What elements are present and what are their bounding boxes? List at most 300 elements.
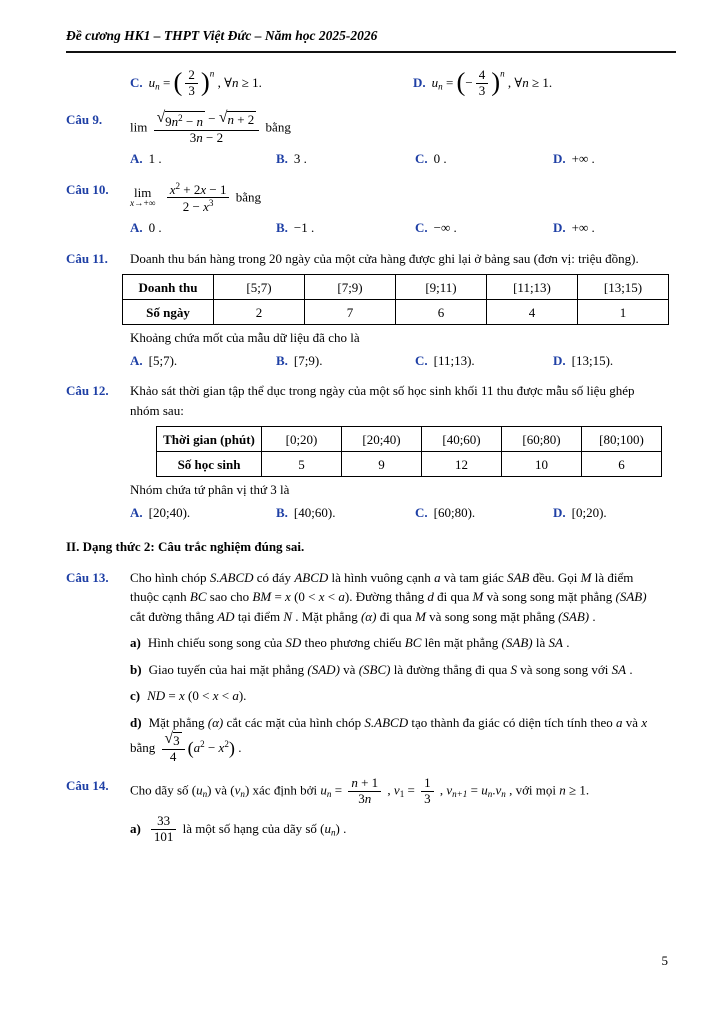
text-run: theo phương chiếu [301,635,405,651]
option-c-value [148,66,262,99]
text-run: ( [191,782,197,798]
text-run: x [212,688,219,704]
option-a-label: A. [130,151,143,167]
option-d-value: [0;20). [571,504,607,520]
text-run: có đáy [253,569,295,585]
item-b-label: b) [130,661,142,677]
question-9 [66,110,662,168]
question-11-label: Câu 11. [66,250,108,266]
text-run: + 1 [357,775,379,791]
text-run: − 2 [202,130,224,146]
option-b-label: B. [276,220,288,236]
question-12-options [130,503,662,523]
text-run: n [501,789,506,800]
option-d [553,218,662,238]
data-cell: 12 [422,452,502,477]
text-run: ABCD [294,569,329,585]
denominator [167,198,230,215]
numerator [476,68,489,84]
option-c [415,351,553,371]
option-a-value: 1 . [148,151,162,167]
data-cell: [20;40) [342,427,422,452]
option-c [415,218,553,238]
data-cell: 10 [502,452,582,477]
q13-item-c [130,686,662,706]
text-run: − 1 [206,181,227,197]
question-10-label: Câu 10. [66,181,109,197]
radical [165,732,182,749]
text-run: x [200,181,207,197]
option-a-value: [20;40). [148,504,191,520]
item-a-text [148,813,347,845]
text-run: 2 [175,180,181,191]
data-cell: 6 [582,452,662,477]
text-run: 4 [169,749,177,765]
text-run: Hình chiếu song song của [147,635,286,651]
option-d [413,67,662,99]
data-cell: [9;11) [396,275,487,300]
text-run: ) [207,782,212,798]
text-run: 101 [153,829,174,845]
item-b-text [149,662,633,677]
text-run: x [285,589,291,605]
text-run: là đường thẳng đi qua [390,661,511,677]
text-run: ) [491,66,501,97]
text-run: . [339,820,347,836]
text-run: n [155,81,160,92]
item-a-label: a) [130,820,141,836]
table-row [157,452,662,477]
text-run: n [202,789,208,800]
text-run: , ∀ [504,74,523,90]
q14-item-a [130,814,662,845]
label-spacer [66,64,130,99]
question-11-options [130,351,662,371]
text-run: 2 [200,738,205,749]
text-run: (0 < [184,688,213,704]
text-run: và [622,714,642,730]
question-12-question: Nhóm chứa tứ phân vị thứ 3 là [130,482,290,498]
text-run: BM [252,589,272,605]
data-cell: 9 [342,452,422,477]
text-run: 4 [478,67,486,83]
text-run: n [500,68,505,79]
data-cell: [40;60) [422,427,502,452]
text-run: và song song mặt phẳng [425,608,559,624]
text-run: d [427,589,434,605]
option-d-label: D. [413,74,426,90]
text-run: 9 [165,114,172,130]
limit-operator [130,186,155,209]
option-c-value: −∞ . [433,220,457,236]
data-cell: 6 [396,300,487,325]
text-run: n [240,789,245,800]
option-b-value: 3 . [293,151,307,167]
text-run: = [467,782,482,798]
text-run: 3 [189,130,197,146]
text-run: lên mặt phẳng [421,635,502,651]
text-run: ). Đường thẳng [344,589,428,605]
text-run: Mặt phẳng [148,714,208,730]
question-10-formula [130,181,662,216]
q13-item-d [130,713,662,765]
page-number: 5 [661,952,668,968]
text-run: ( [230,782,235,798]
option-b [276,218,415,238]
text-run: 2 [224,738,229,749]
text-run: SD [285,635,302,651]
q11-frequency-table [122,274,669,325]
option-a [130,351,276,371]
text-run: (α) [207,714,224,730]
question-9-options [130,149,662,169]
text-run: . [626,661,633,677]
text-run: n [559,782,566,798]
item-d-text [130,714,648,765]
numerator [185,68,198,84]
text-run: a [338,589,345,605]
text-run: bằng [130,739,159,755]
text-run: = [442,74,457,90]
item-d-label: d) [130,714,142,730]
option-d-value: +∞ . [571,220,595,236]
text-run: n [351,775,358,791]
data-cell: 1 [578,300,669,325]
radical-sign-icon: √ [164,730,174,748]
text-run: n [487,789,493,800]
option-b [276,503,415,523]
text-run: 2 [188,67,195,83]
text-run: ( [320,820,325,836]
text-run: 3 [358,791,365,807]
text-run: x [169,181,176,197]
option-c-value: 0 . [433,151,447,167]
question-9-label: Câu 9. [66,112,103,128]
q13-item-a [130,633,662,653]
text-run: n [438,81,443,92]
option-b [276,351,415,371]
options-row [130,67,662,99]
option-d-label: D. [553,151,566,167]
option-b-value: [7;9). [293,352,323,368]
text-run: 1 [424,775,431,791]
text-run: ). [238,688,247,704]
text-run: (0 < [290,589,319,605]
fraction [162,732,185,765]
fraction [151,814,177,845]
item-c-label: c) [130,688,141,704]
text-run: + 2 [233,112,255,128]
text-run: n [171,114,179,130]
denominator [162,750,185,765]
text-run: , ∀ [214,74,232,90]
text-run: + 2 [180,181,201,197]
option-b-label: B. [276,504,288,520]
option-c [415,503,553,523]
text-run: ( [456,66,466,97]
text-run: ≥ 1. [238,74,262,90]
item-a-label: a) [130,635,141,651]
option-a-value: [5;7). [148,352,178,368]
text-run: và [339,661,359,677]
option-d-value: [13;15). [571,352,614,368]
text-run: = [159,74,174,90]
text-run: u [320,782,327,798]
text-run: x [641,714,648,730]
text-run: ) [335,820,340,836]
option-b-label: B. [276,352,288,368]
denominator [348,792,381,807]
text-run: n [227,112,234,128]
option-b [276,149,415,169]
text-run: N [283,608,292,624]
option-d-label: D. [553,352,566,368]
text-run: (SBC) [358,661,391,677]
text-run: − [465,74,473,90]
text-run: Cho dãy số [130,782,192,798]
text-run: M [472,589,484,605]
option-c [415,149,553,169]
denominator [154,131,260,146]
option-d [553,351,662,371]
text-run: = [165,688,180,704]
fraction [476,68,489,99]
option-b-value: −1 . [293,220,315,236]
text-run: ( [187,738,194,758]
text-run: ) [244,782,250,798]
question-11-question: Khoảng chứa mốt của mẫu dữ liệu đã cho là [130,330,360,346]
question-13 [66,568,662,765]
text-run: SA [611,661,627,677]
text-run: S [510,661,518,677]
text-run: n [231,74,239,90]
data-cell: 2 [214,300,305,325]
text-run: n [331,827,336,838]
text-run: bằng [262,119,291,135]
q12-frequency-table [156,426,662,477]
data-cell: 4 [487,300,578,325]
text-run: (SAB) [615,589,647,605]
fraction [185,68,198,99]
text-run: và tam giác [440,569,507,585]
text-run: BC [404,635,422,651]
text-run: . Mặt phẳng [291,608,361,624]
radicand [227,111,256,128]
numerator [421,776,434,792]
text-run: M [580,569,592,585]
denominator [476,84,489,99]
text-run: 3 [173,733,180,749]
text-run: x [203,199,209,215]
data-cell: [60;80) [502,427,582,452]
text-run: và [211,782,231,798]
question-13-label: Câu 13. [66,569,109,585]
text-run: ) [228,738,235,758]
question-14-body [130,776,662,807]
text-run: 3 [208,198,214,209]
text-run: Cho hình chóp [130,569,210,585]
text-run: xác định bởi [249,782,321,798]
text-run: (SAD) [307,661,340,677]
text-run: . [234,739,242,755]
option-a-value: 0 . [148,220,162,236]
question-12-intro: Khảo sát thời gian tập thể dục trong ngày của một số học sinh khối 11 thu được mẫu số liệu ghép nhóm sau: [130,383,635,418]
q13-item-b [130,660,662,680]
option-d-value [431,66,553,99]
question-13-body [130,568,662,627]
text-run: Giao tuyến của hai mặt phẳng [148,661,308,677]
data-cell: 5 [262,452,342,477]
option-a [130,149,276,169]
option-c-value: [11;13). [433,352,475,368]
text-run: − [205,111,219,127]
text-run: n [326,789,332,800]
text-run: sao cho [206,589,253,605]
limit-subscript [130,200,155,210]
text-run: là hình vuông cạnh [328,569,435,585]
text-run: ( [173,66,183,97]
text-run: (SAB) [558,608,590,624]
numerator [162,732,185,750]
denominator [185,84,198,99]
text-run: SAB [506,569,530,585]
denominator [421,792,434,807]
text-run: v [234,782,241,798]
text-run: − [182,114,197,130]
text-run: bằng [232,188,262,204]
text-run: 1 [399,789,405,800]
text-run: v [446,782,453,798]
option-d-label: D. [553,220,566,236]
text-run: đều. Gọi [529,569,581,585]
question-11-intro: Doanh thu bán hàng trong 20 ngày của một cửa hàng được ghi lại ở bảng sau (đơn vị: triệu đồng). [130,250,639,266]
text-run [160,189,163,204]
option-a-label: A. [130,504,143,520]
row-header-cell: Số ngày [123,300,214,325]
text-run: 2 [178,113,183,124]
question-10-options [130,218,662,238]
option-d-label: D. [553,504,566,520]
text-run: đi qua [433,589,473,605]
text-run: u [431,74,439,90]
data-cell: [5;7) [214,275,305,300]
text-run: n+1 [452,789,468,800]
row-header-cell: Thời gian (phút) [157,427,262,452]
row-header-cell: Doanh thu [123,275,214,300]
text-run: x [218,739,225,755]
option-a [130,218,276,238]
text-run: (α) [360,608,377,624]
text-run: n [196,130,203,146]
text-run: M [415,608,426,624]
text-run: n [522,74,529,90]
radical-sign-icon: √ [156,109,166,127]
text-run: ≥ 1. [565,782,590,798]
text-run: 2 − [182,199,204,215]
radicand [173,732,182,749]
text-run: , với mọi [505,782,560,798]
text-run: và song song với [517,661,612,677]
page-header [66,26,676,53]
question-10 [66,180,662,238]
text-run: . [589,608,596,624]
text-run: ≥ 1. [528,74,553,90]
header-title: Đề cương HK1 – THPT Việt Đức – Năm học 2025-2026 [66,28,378,43]
text-run: a [616,714,623,730]
text-run: BC [189,589,207,605]
text-run: a [232,688,239,704]
data-cell: 7 [305,300,396,325]
option-b-value: [40;60). [293,504,336,520]
question-11 [66,249,662,371]
radical-sign-icon: √ [218,109,228,127]
numerator [348,776,381,792]
fraction [421,776,434,807]
fraction [348,776,381,807]
radical [157,111,205,130]
fraction [154,111,260,146]
text-run: − [204,739,219,755]
text-run: = [331,782,346,798]
text-run: 3 [424,791,431,807]
text-run: 3 [478,83,486,99]
question-8-options-cd [66,64,662,99]
option-d-value: +∞ . [571,151,595,167]
text-run: cắt đường thẳng [130,608,218,624]
text-run: v [393,782,400,798]
option-d [553,149,662,169]
text-run: là điểm thuộc cạnh [130,569,634,605]
table-row [123,300,669,325]
denominator [151,830,177,845]
fraction [167,181,230,216]
numerator [167,181,230,199]
text-run: là một số hạng của dãy số [179,820,321,836]
text-run: u [324,820,331,836]
text-run: a [193,739,201,755]
text-run: là [532,635,549,651]
text-run: x [318,589,325,605]
text-run: 3 [188,83,195,99]
numerator [151,814,177,830]
text-run: n [196,114,204,130]
text-run: S.ABCD [209,569,254,585]
text-run: cắt các mặt của hình chóp [223,714,365,730]
text-run: = [271,589,286,605]
text-run: v [495,782,502,798]
option-a [130,503,276,523]
data-cell: [0;20) [262,427,342,452]
text-run: n [209,68,215,79]
text-run: →+∞ [134,198,156,209]
text-run: = [404,782,419,798]
text-run: 33 [157,813,171,829]
option-c-label: C. [415,504,428,520]
text-run: < [218,688,233,704]
question-14 [66,776,662,845]
radical [219,111,256,128]
data-cell: [11;13) [487,275,578,300]
text-run: a [434,569,441,585]
text-run: AD [217,608,235,624]
option-d [553,503,662,523]
text-run: u [481,782,488,798]
text-run: ND [147,688,166,704]
numerator [154,111,260,131]
data-cell: [80;100) [582,427,662,452]
text-run: x [179,688,185,704]
radicand [165,111,205,130]
